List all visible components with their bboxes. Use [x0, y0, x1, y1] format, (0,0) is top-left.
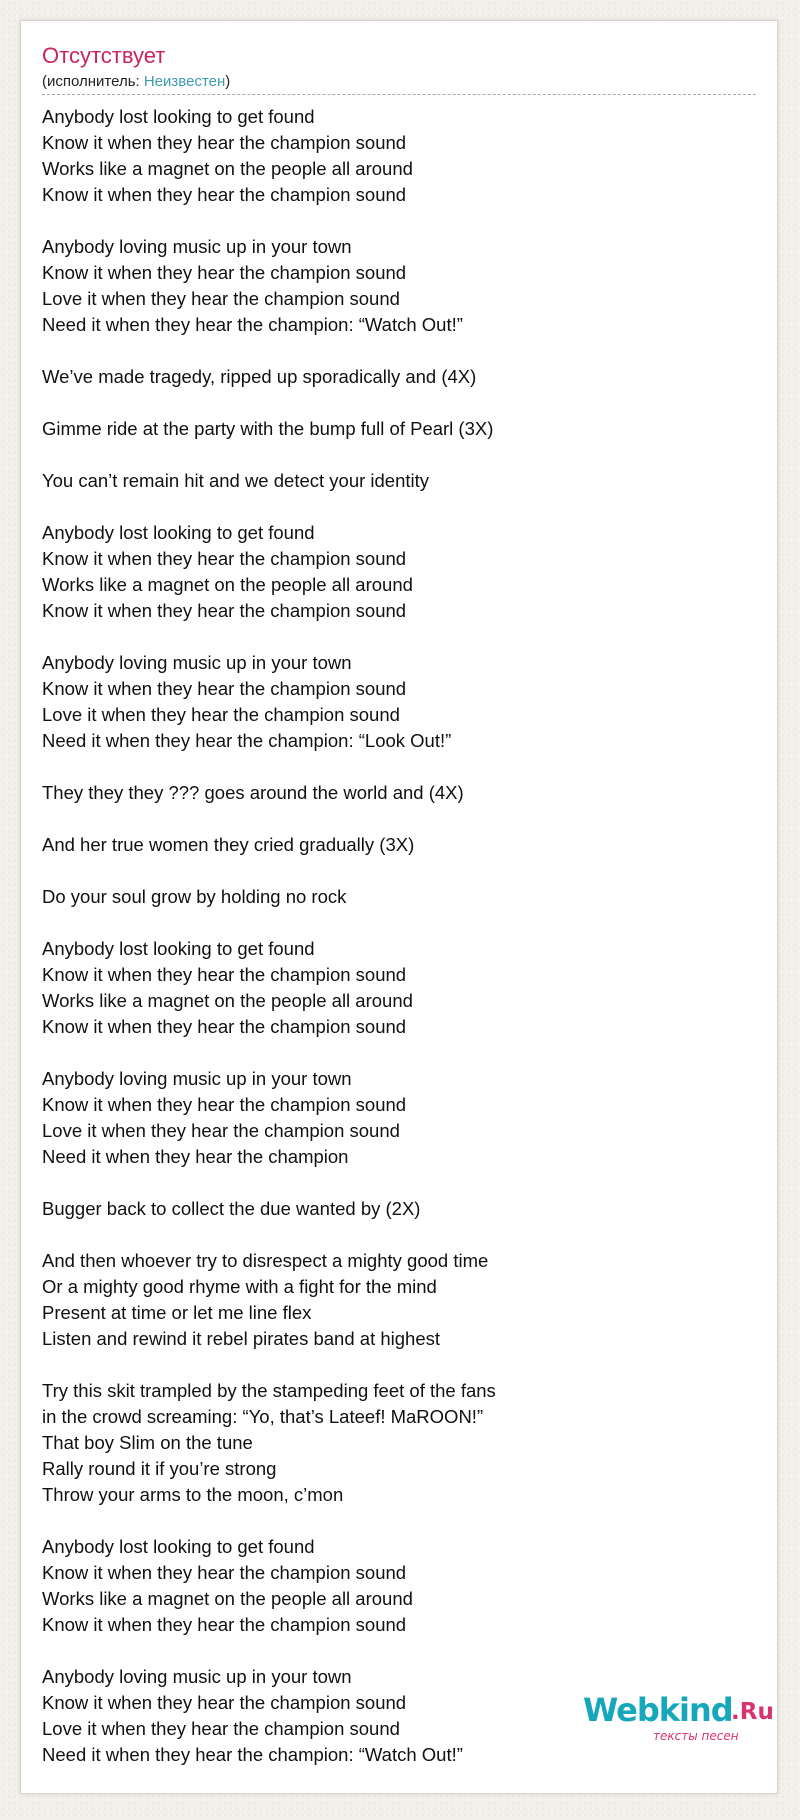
lyric-line: Anybody lost looking to get found — [42, 106, 315, 127]
byline-suffix: ) — [225, 73, 231, 90]
lyric-stanza — [42, 104, 742, 208]
lyrics-card — [20, 20, 778, 1794]
lyric-line: Know it when they hear the champion sound — [42, 1562, 407, 1583]
lyric-line: Know it when they hear the champion sound — [42, 1016, 407, 1037]
lyric-line: Anybody loving music up in your town — [42, 1666, 352, 1687]
lyric-line: Present at time or let me line flex — [42, 1302, 312, 1323]
artist-link[interactable]: Неизвестен — [143, 73, 226, 90]
lyric-stanza — [42, 884, 742, 910]
song-title: Отсутствует — [42, 43, 166, 68]
lyric-line: Know it when they hear the champion sound — [42, 548, 407, 569]
lyric-line: Try this skit trampled by the stampeding feet of the fans — [42, 1380, 496, 1401]
lyric-line: You can’t remain hit and we detect your identity — [42, 470, 430, 491]
lyric-line: Love it when they hear the champion sound — [42, 1120, 400, 1141]
lyric-stanza — [42, 1066, 742, 1170]
lyric-stanza — [42, 364, 742, 390]
lyric-line: in the crowd screaming: “Yo, that’s Lateef! MaROON!” — [42, 1406, 484, 1427]
lyric-stanza — [42, 650, 742, 754]
lyric-stanza — [42, 1378, 742, 1508]
lyric-line: Know it when they hear the champion sound — [42, 964, 407, 985]
lyric-stanza — [42, 468, 742, 494]
lyric-stanza — [42, 832, 742, 858]
lyric-line: Works like a magnet on the people all around — [42, 990, 413, 1011]
lyric-line: Throw your arms to the moon, c’mon — [42, 1484, 344, 1505]
lyric-line: Listen and rewind it rebel pirates band at highest — [42, 1328, 441, 1349]
lyric-line: Anybody loving music up in your town — [42, 1068, 352, 1089]
lyric-line: Love it when they hear the champion sound — [42, 704, 400, 725]
logo-tagline: тексты песен — [653, 1729, 739, 1743]
lyric-line: Know it when they hear the champion sound — [42, 184, 407, 205]
lyric-stanza — [42, 416, 742, 442]
lyric-line: And then whoever try to disrespect a mighty good time — [42, 1250, 489, 1271]
lyric-line: Know it when they hear the champion sound — [42, 1692, 407, 1713]
lyric-line: Need it when they hear the champion: “Watch Out!” — [42, 1744, 463, 1765]
lyric-line: Know it when they hear the champion sound — [42, 678, 407, 699]
lyric-line: Know it when they hear the champion sound — [42, 1094, 407, 1115]
lyric-stanza — [42, 520, 742, 624]
lyric-stanza — [42, 780, 742, 806]
lyrics-text — [42, 104, 742, 1794]
lyric-line: Anybody lost looking to get found — [42, 1536, 315, 1557]
lyric-line: Works like a magnet on the people all around — [42, 158, 413, 179]
lyric-line: Know it when they hear the champion sound — [42, 600, 407, 621]
lyric-line: Anybody loving music up in your town — [42, 652, 352, 673]
lyric-line: Love it when they hear the champion sound — [42, 1718, 400, 1739]
lyric-stanza — [42, 1248, 742, 1352]
lyric-line: Rally round it if you’re strong — [42, 1458, 277, 1479]
lyric-line: That boy Slim on the tune — [42, 1432, 253, 1453]
lyric-stanza — [42, 936, 742, 1040]
webkind-logo — [583, 1691, 773, 1751]
lyric-line: Anybody loving music up in your town — [42, 236, 352, 257]
lyric-line: Gimme ride at the party with the bump full of Pearl (3X) — [42, 418, 494, 439]
lyric-line: And her true women they cried gradually (3X) — [42, 834, 415, 855]
lyric-stanza — [42, 1534, 742, 1638]
lyric-line: We’ve made tragedy, ripped up sporadically and (4X) — [42, 366, 477, 387]
lyric-line: Bugger back to collect the due wanted by (2X) — [42, 1198, 421, 1219]
lyric-line: Anybody lost looking to get found — [42, 522, 315, 543]
logo-wordmark: Webkind — [583, 1691, 733, 1729]
lyric-stanza — [42, 1196, 742, 1222]
lyric-line: Know it when they hear the champion sound — [42, 262, 407, 283]
byline-prefix: (исполнитель: — [42, 73, 144, 90]
lyric-line: Need it when they hear the champion — [42, 1146, 349, 1167]
lyric-line: Need it when they hear the champion: “Watch Out!” — [42, 314, 463, 335]
logo-domain: .Ru — [731, 1699, 774, 1725]
lyric-line: They they they ??? goes around the world and (4X) — [42, 782, 464, 803]
lyric-line: Or a mighty good rhyme with a fight for the mind — [42, 1276, 437, 1297]
lyric-stanza — [42, 234, 742, 338]
lyric-line: Know it when they hear the champion sound — [42, 1614, 407, 1635]
lyric-line: Know it when they hear the champion sound — [42, 132, 407, 153]
lyric-line: Anybody lost looking to get found — [42, 938, 315, 959]
artist-byline — [42, 73, 230, 90]
lyric-line: Works like a magnet on the people all around — [42, 574, 413, 595]
lyric-line: Need it when they hear the champion: “Look Out!” — [42, 730, 452, 751]
lyric-line: Love it when they hear the champion sound — [42, 288, 400, 309]
title-divider — [42, 94, 756, 95]
lyric-line: Do your soul grow by holding no rock — [42, 886, 347, 907]
lyric-line: Works like a magnet on the people all around — [42, 1588, 413, 1609]
